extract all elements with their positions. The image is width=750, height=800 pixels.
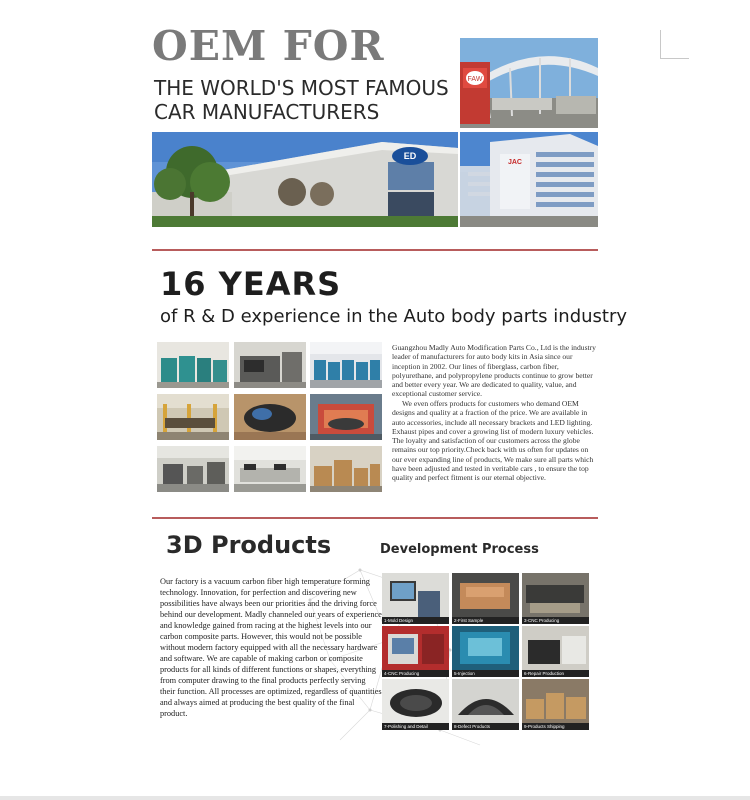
oem-offer-paragraph: We even offers products for customers who demand OEM designs and quality at a fraction of the price. We are available in auto accessories, include all necessary brackets and LED lighting. Exhaust pipes and cover a growing list of modern luxury vehicles. The loyalty and satisfaction of our customers across the globe remains our top priority.Check back with us often for updates on our ever expanding line of products, We make sure all parts which have been adjusted and tested in veritable cars , to ensure the top quality and perfect fitment is our eternal objective. (392, 399, 594, 483)
process-step-label: 2-First Sample (454, 618, 484, 623)
factory-photo (310, 394, 382, 440)
process-step-label: 1-Mold Design (384, 618, 414, 623)
process-step (382, 626, 449, 677)
process-step (452, 573, 519, 624)
factory-photo (310, 342, 382, 388)
process-step (522, 573, 589, 624)
3d-products-heading: 3D Products (166, 531, 332, 559)
3d-products-body: Our factory is a vacuum carbon fiber high temperature forming technology. Innovation, for perfection and discovering new possibilities have always been our priorities and the driving force behind our development. Madly channeled our years of experience and knowledge gained from racing at the highest levels into our carbon composite parts. However, this would not be possible without modern factory equipped with all the necessary hardware and software. We are capable of making carbon or composite products for all kinds of different functions or shapes, everything from computer drawing to the final products perfectly serving their function. All processes are optimized, regardless of quantities and always aimed at producing the best quality of the final product. (160, 577, 382, 718)
years-heading: 16 YEARS (160, 265, 342, 303)
process-step-label: 9-Products Shipping (524, 724, 565, 729)
process-step (382, 573, 449, 624)
process-step-label: 8-Defect Products (454, 724, 491, 729)
process-step (452, 626, 519, 677)
jac-sign-text: JAC (507, 159, 523, 166)
factory-photo (234, 394, 306, 440)
subtitle-line-2: CAR MANUFACTURERS (154, 100, 380, 124)
process-step-label: 6-Repair Production (524, 671, 565, 676)
process-step (522, 679, 589, 730)
oem-title: OEM FOR (152, 22, 385, 70)
process-step (452, 679, 519, 730)
process-step-label: 4-CNC Producing (384, 671, 420, 676)
process-step-label: 5-Injection (454, 671, 475, 676)
process-step-label: 3-CNC Producing (524, 618, 560, 623)
process-step-label: 7-Polishing and Detail (384, 724, 428, 729)
company-intro-paragraph: Guangzhou Madly Auto Modification Parts Co., Ltd is the industry leader of manufacturers for auto body kits in Asia since our inception in 2002. Our lines of fiberglass, carbon fiber, polyurethane, and polypropylene products continue to grow better and better every year. We are dedicated to quality, value, and exceptional customer service. (392, 343, 596, 399)
section-divider-2 (152, 517, 598, 519)
subtitle-line-1: THE WORLD'S MOST FAMOUS (154, 76, 449, 100)
development-process-heading: Development Process (380, 542, 539, 557)
process-step (522, 626, 589, 677)
stadium-photo (460, 38, 598, 128)
process-step (382, 679, 449, 730)
corner-crop-mark (660, 30, 689, 59)
factory-photo (310, 446, 382, 492)
factory-photo (234, 342, 306, 388)
page-bottom-bar (0, 796, 750, 800)
section-divider-1 (152, 249, 598, 251)
factory-photo (157, 342, 229, 388)
factory-photo (157, 446, 229, 492)
jac-building-photo (460, 132, 598, 227)
faw-sign-text: FAW (467, 76, 483, 83)
factory-photo (157, 394, 229, 440)
ed-sign-text: ED (403, 151, 417, 161)
rd-subheading: of R & D experience in the Auto body parts industry (160, 306, 628, 327)
factory-photo (234, 446, 306, 492)
warehouse-photo (152, 132, 458, 227)
